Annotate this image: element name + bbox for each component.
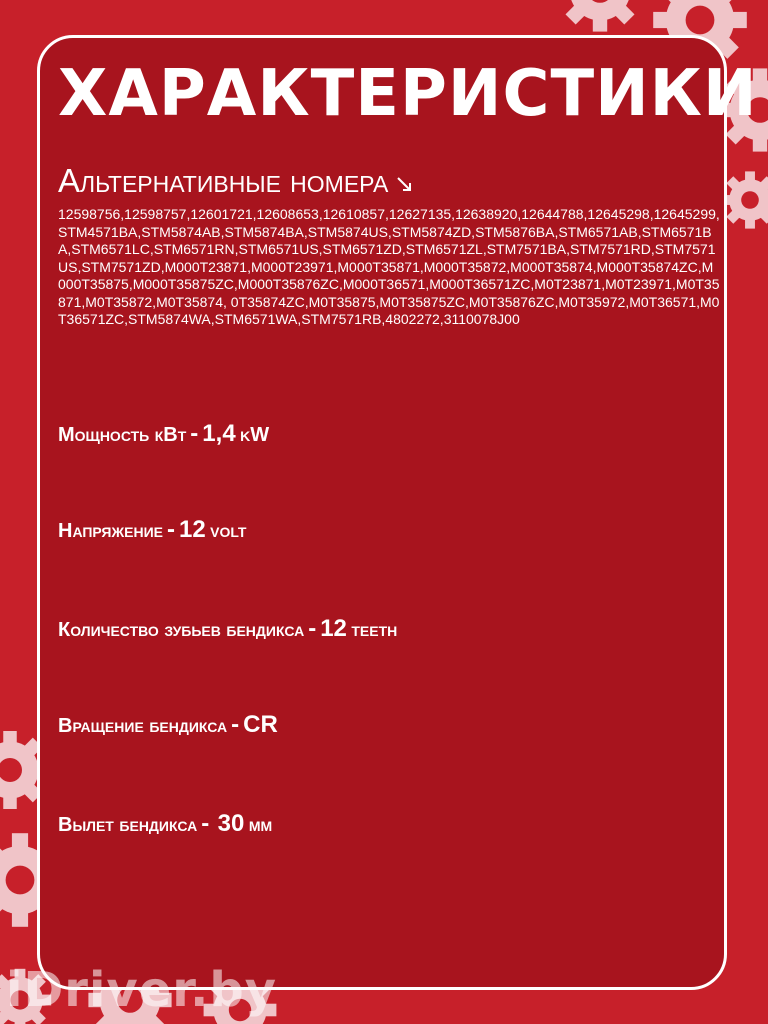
spec-separator: - [190,420,199,447]
spec-label: Вращение бендикса [58,715,228,737]
spec-unit: мм [248,814,273,836]
spec-separator: - [167,516,175,543]
spec-value: CR [243,711,278,738]
alt-numbers-heading-text: Альтернативные номера [58,162,389,199]
spec-reach [58,812,272,836]
spec-power [58,422,269,446]
spec-unit: kW [240,424,270,446]
spec-value: 1,4 [202,420,236,447]
spec-rotation [58,713,278,737]
spec-teeth [58,617,397,641]
alt-numbers-heading [58,164,414,197]
spec-separator: - [308,615,317,642]
gear-icon [721,171,768,228]
spec-voltage [58,518,246,542]
page-title: ХАРАКТЕРИСТИКИ [58,57,758,131]
spec-value: 12 [179,516,206,543]
spec-label: Количество зубьев бендикса [58,619,305,641]
spec-value: 30 [217,810,245,837]
spec-unit: volt [210,520,247,542]
spec-label: Вылет бендикса [58,814,198,836]
spec-separator: - [201,810,210,837]
spec-separator: - [231,711,240,738]
spec-label: Мощность кВт [58,424,187,446]
gear-icon [558,0,641,32]
watermark: iDriver.by [6,962,277,1018]
spec-label: Напряжение [58,520,163,542]
arrow-down-right-icon [396,176,414,194]
spec-unit: teeth [351,619,398,641]
alt-numbers-list: 12598756,12598757,12601721,12608653,12610857,12627135,12638920,12644788,12645298,12645299,STM4571BA,STM5874AB,STM5874BA,STM5874US,STM5874ZD,STM5876BA,STM6571AB,STM6571BA,STM6571LC,STM6571RN,STM6571US,STM6571ZD,STM6571ZL,STM7571BA,STM7571RD,STM7571US,STM7571ZD,M000T23871,M000T23971,M000T35871,M000T35872,M000T35874,M000T35874ZC,M000T35875,M000T35875ZC,M000T35876ZC,M000T36571,M000T36571ZC,M0T23871,M0T23971,M0T35871,M0T35872,M0T35874, 0T35874ZC,M0T35875,M0T35875ZC,M0T35876ZC,M0T35972,M0T36571,M0T36571ZC,STM5874WA,STM6571WA,STM7571RB,4802272,3110078J00 [58,206,720,327]
spec-value: 12 [320,615,347,642]
